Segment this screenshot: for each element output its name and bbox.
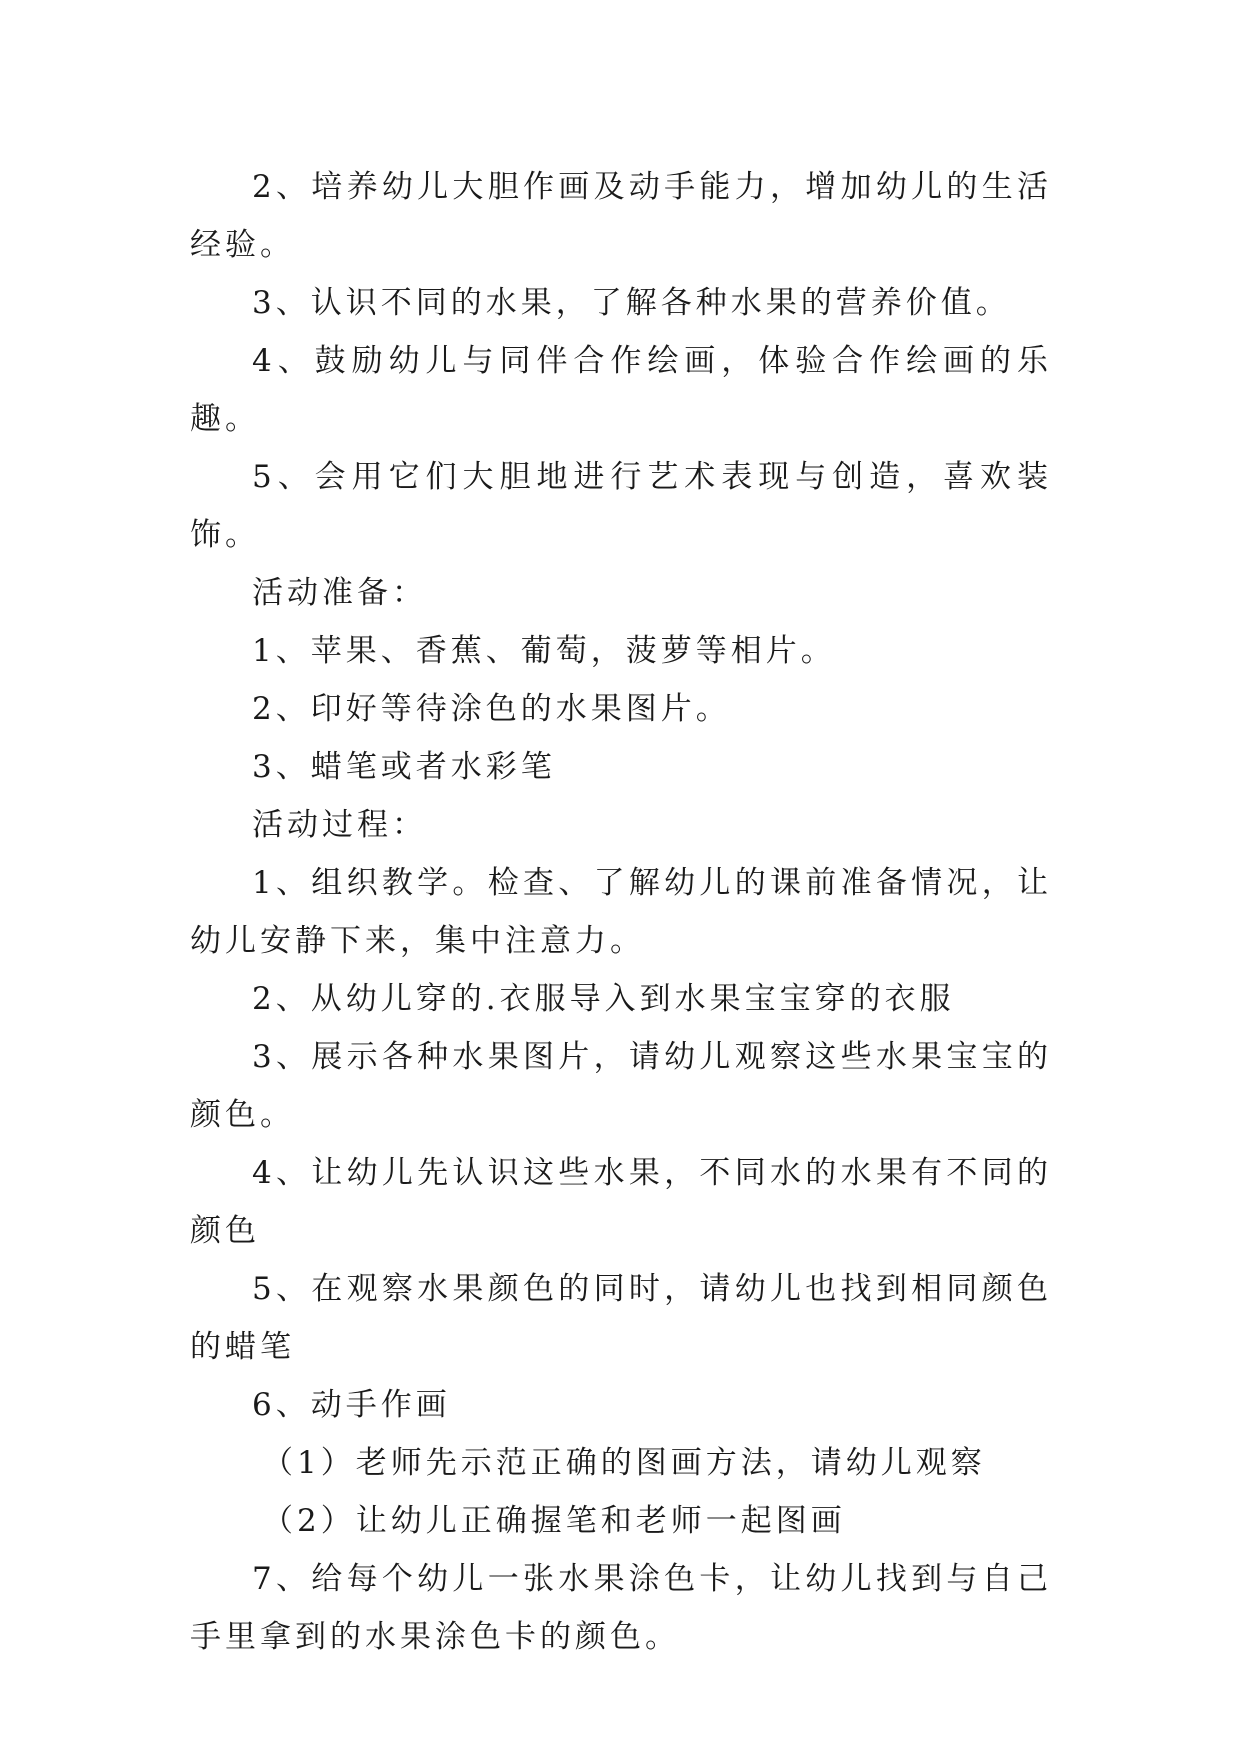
preparation-1: 1、苹果、香蕉、葡萄，菠萝等相片。 [252,633,836,669]
process-1: 1、组织教学。检查、了解幼儿的课前准备情况，让幼儿安静下来，集中注意力。 [190,865,1052,959]
preparation-3: 3、蜡笔或者水彩笔 [252,749,556,785]
process-2: 2、从幼儿穿的.衣服导入到水果宝宝穿的衣服 [252,981,955,1017]
process-7: 7、给每个幼儿一张水果涂色卡，让幼儿找到与自己手里拿到的水果涂色卡的颜色。 [190,1561,1052,1655]
preparation-2: 2、印好等待涂色的水果图片。 [252,691,731,727]
process-3: 3、展示各种水果图片，请幼儿观察这些水果宝宝的颜色。 [190,1039,1052,1133]
section-heading-preparation: 活动准备： [252,575,427,611]
process-6-step-1: （1）老师先示范正确的图画方法，请幼儿观察 [262,1445,986,1481]
process-6: 6、动手作画 [252,1387,451,1423]
objective-5: 5、会用它们大胆地进行艺术表现与创造，喜欢装饰。 [190,459,1052,553]
section-heading-process: 活动过程： [252,807,427,843]
process-6-step-2: （2）让幼儿正确握笔和老师一起图画 [262,1503,846,1539]
document-body [190,158,1052,1666]
objective-2: 2、培养幼儿大胆作画及动手能力，增加幼儿的生活经验。 [190,169,1052,263]
process-5: 5、在观察水果颜色的同时，请幼儿也找到相同颜色的蜡笔 [190,1271,1052,1365]
objective-3: 3、认识不同的水果，了解各种水果的营养价值。 [252,285,1011,321]
objective-4: 4、鼓励幼儿与同伴合作绘画，体验合作绘画的乐趣。 [190,343,1052,437]
process-4: 4、让幼儿先认识这些水果，不同水的水果有不同的颜色 [190,1155,1052,1249]
